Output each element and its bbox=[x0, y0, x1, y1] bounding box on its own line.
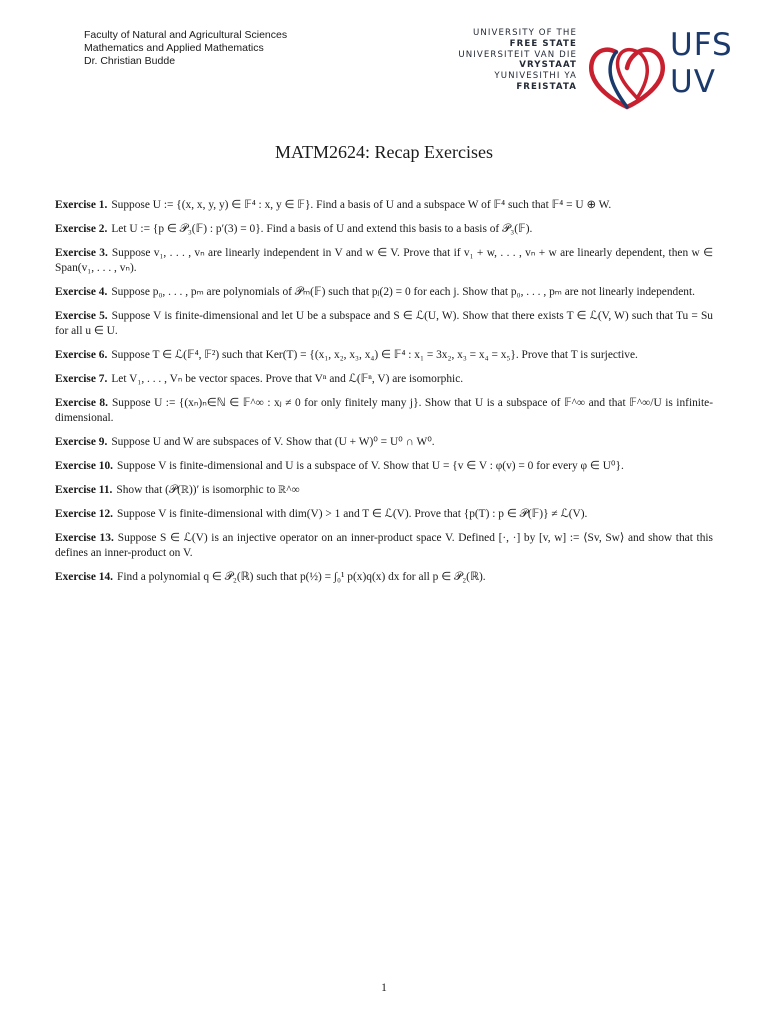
exercise-label: Exercise 2. bbox=[55, 223, 108, 235]
university-line-2: FREE STATE bbox=[509, 38, 577, 49]
author-name: Dr. Christian Budde bbox=[84, 55, 176, 67]
exercise-text: Show that (𝒫(ℝ))′ is isomorphic to ℝ^∞ bbox=[116, 484, 300, 496]
exercise-item bbox=[55, 570, 713, 585]
university-line-5: YUNIVESITHI YA bbox=[494, 71, 577, 82]
header-info bbox=[84, 29, 287, 68]
exercise-label: Exercise 8. bbox=[55, 397, 108, 409]
exercise-text: Suppose U := {(x, x, y, y) ∈ 𝔽⁴ : x, y ∈ 𝔽}. Find a basis of U and a subspace W of 𝔽⁴ such that 𝔽⁴ = U ⊕ W. bbox=[111, 199, 612, 211]
exercise-item bbox=[55, 222, 713, 237]
exercise-label: Exercise 1. bbox=[55, 199, 108, 211]
exercise-text: Let V₁, . . . , Vₙ be vector spaces. Prove that Vⁿ and ℒ(𝔽ⁿ, V) are isomorphic. bbox=[111, 373, 464, 385]
exercise-text: Suppose U := {(xₙ)ₙ∈ℕ ∈ 𝔽^∞ : xⱼ ≠ 0 for only finitely many j}. Show that U is a subspace of 𝔽^∞ and that 𝔽^∞/U is infinite-dimensional. bbox=[55, 397, 713, 424]
exercise-item bbox=[55, 507, 713, 522]
university-line-1: UNIVERSITY OF THE bbox=[472, 28, 577, 38]
ufs-heart-emblem bbox=[591, 50, 663, 107]
exercise-item bbox=[55, 285, 713, 300]
exercise-item bbox=[55, 372, 713, 387]
exercise-label: Exercise 7. bbox=[55, 373, 108, 385]
exercise-label: Exercise 6. bbox=[55, 349, 108, 361]
exercise-label: Exercise 10. bbox=[55, 460, 113, 472]
exercise-label: Exercise 3. bbox=[55, 247, 108, 259]
uv-logo-text: UV bbox=[670, 64, 716, 100]
exercise-label: Exercise 9. bbox=[55, 436, 108, 448]
exercise-label: Exercise 12. bbox=[55, 508, 113, 520]
university-names bbox=[458, 28, 577, 93]
exercise-item bbox=[55, 198, 713, 213]
exercise-text: Suppose T ∈ ℒ(𝔽⁴, 𝔽²) such that Ker(T) = {(x₁, x₂, x₃, x₄) ∈ 𝔽⁴ : x₁ = 3x₂, x₃ = x₄ = x₅}. Prove that T is surjective. bbox=[111, 349, 638, 361]
exercise-label: Exercise 11. bbox=[55, 484, 113, 496]
exercise-item bbox=[55, 396, 713, 426]
exercise-text: Suppose U and W are subspaces of V. Show that (U + W)⁰ = U⁰ ∩ W⁰. bbox=[111, 436, 435, 448]
exercise-text: Let U := {p ∈ 𝒫₃(𝔽) : p′(3) = 0}. Find a basis of U and extend this basis to a basis of 𝒫₃(𝔽). bbox=[111, 223, 533, 235]
exercise-text: Suppose v₁, . . . , vₙ are linearly independent in V and w ∈ V. Prove that if v₁ + w, . . . , vₙ + w are linearly dependent, then w ∈ Span(v₁, . . . , vₙ). bbox=[55, 247, 713, 274]
exercise-label: Exercise 14. bbox=[55, 571, 113, 583]
exercise-text: Suppose S ∈ ℒ(V) is an injective operator on an inner-product space V. Defined [·, ·] by [v, w] := ⟨Sv, Sw⟩ and show that this defines an inner-product on V. bbox=[55, 532, 713, 559]
university-line-3: UNIVERSITEIT VAN DIE bbox=[458, 49, 577, 60]
page-number: 1 bbox=[381, 982, 387, 994]
faculty-name: Faculty of Natural and Agricultural Sciences bbox=[84, 29, 288, 41]
exercise-list bbox=[55, 198, 713, 594]
department-name: Mathematics and Applied Mathematics bbox=[84, 42, 264, 54]
university-line-4: VRYSTAAT bbox=[519, 60, 577, 71]
exercise-text: Suppose p₀, . . . , pₘ are polynomials of 𝒫ₘ(𝔽) such that pⱼ(2) = 0 for each j. Show that p₀, . . . , pₘ are not linearly independent. bbox=[111, 286, 696, 298]
exercise-item bbox=[55, 483, 713, 498]
exercise-label: Exercise 5. bbox=[55, 310, 108, 322]
exercise-label: Exercise 13. bbox=[55, 532, 114, 544]
exercise-item bbox=[55, 348, 713, 363]
exercise-text: Suppose V is finite-dimensional and U is a subspace of V. Show that U = {v ∈ V : φ(v) = 0 for every φ ∈ U⁰}. bbox=[117, 460, 624, 472]
exercise-label: Exercise 4. bbox=[55, 286, 108, 298]
exercise-item bbox=[55, 459, 713, 474]
university-line-6: FREISTATA bbox=[516, 81, 577, 92]
ufs-logo-text: UFS bbox=[670, 27, 733, 63]
page-title: MATM2624: Recap Exercises bbox=[275, 142, 493, 162]
ufs-logo bbox=[586, 22, 746, 112]
exercise-text: Suppose V is finite-dimensional with dim(V) > 1 and T ∈ ℒ(V). Prove that {p(T) : p ∈ 𝒫(𝔽)} ≠ ℒ(V). bbox=[117, 508, 588, 520]
exercise-text: Suppose V is finite-dimensional and let U be a subspace and S ∈ ℒ(U, W). Show that there exists T ∈ ℒ(V, W) such that Tu = Su for all u ∈ U. bbox=[55, 310, 713, 337]
exercise-item bbox=[55, 246, 713, 276]
exercise-item bbox=[55, 309, 713, 339]
exercise-item bbox=[55, 531, 713, 561]
exercise-item bbox=[55, 435, 713, 450]
exercise-text: Find a polynomial q ∈ 𝒫₂(ℝ) such that p(½) = ∫₀¹ p(x)q(x) dx for all p ∈ 𝒫₂(ℝ). bbox=[117, 571, 486, 583]
